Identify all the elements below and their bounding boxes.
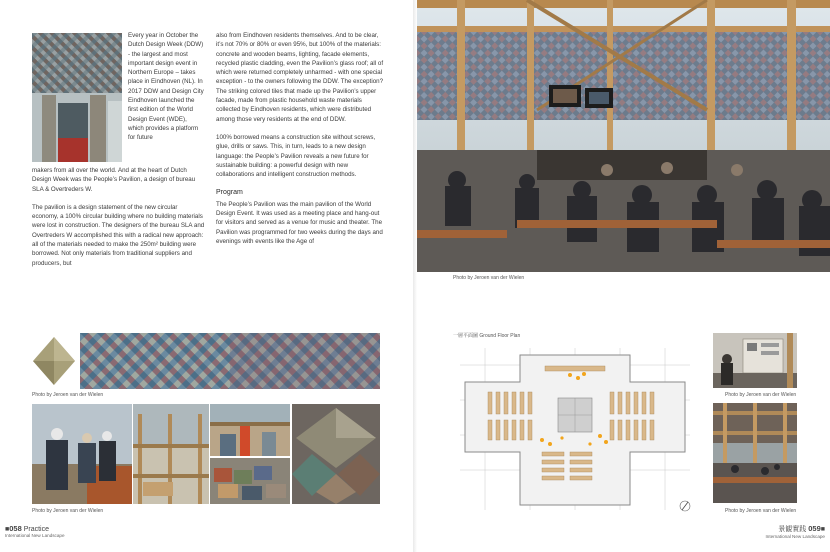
pavilion-interior-photo: [417, 0, 830, 272]
ground-floor-plan: [450, 340, 700, 515]
section-name-right: 景観實践: [778, 526, 807, 533]
materials-paragraph: also from Eindhoven residents themselves. And to be clear, it’s not 70% or 80% or even 95%, but 100% of the materials: concrete and wooden beams, lighting, facade elements, recycled plastic cladding, even the Pavilion’s glass roof; all of which were returned completely unharmed - with one special exception - to the owners following the DDW. The exception? The striking colored tiles that made up the Pavilion’s upper facade, made from plastic household waste materials collected by Eindhoven residents, which were distributed among those very residents at the end of DDW.: [216, 32, 384, 123]
intro-text-column: [128, 31, 204, 161]
page-number-left-marker: ■: [5, 526, 10, 533]
footer-right: [765, 524, 825, 539]
intro-text-continued: [32, 166, 205, 277]
right-top-caption: Photo by Jeroen van der Wielen: [725, 392, 797, 398]
magazine-name-right: International New Landscape: [765, 534, 825, 539]
program-heading: Program: [216, 189, 243, 197]
intro-paragraph-bottom: makers from all over the world. And at the heart of Dutch Design Week was the People’s Pavilion, a design of bureau SLA & Overtreders W.: [32, 167, 196, 193]
workers-photo: [210, 404, 290, 456]
borrowed-paragraph: 100% borrowed means a construction site without screws, glue, drills or saws. This, in turn, leads to a new design language: the People’s Pavilion reveals a new future for sustainable building: a powerful design with new collaborations and intelligent construction methods.: [216, 133, 376, 179]
intro-paragraph-top: Every year in October the Dutch Design Week (DDW) - the largest and most important design event in Northern Europe – takes place in Eindhoven (NL). In 2017 DDW and Design City Eindhoven launched the first edition of the World Design Event (WDE), which provides a platform for future: [128, 32, 204, 142]
magazine-name-left: International New Landscape: [5, 533, 65, 538]
team-photo: [32, 404, 132, 504]
page-number-right-marker: ■: [820, 526, 825, 533]
page-number-left: 058: [9, 524, 22, 533]
tiles-caption: Photo by Jeroen van der Wielen: [32, 392, 104, 398]
right-bottom-caption: Photo by Jeroen van der Wielen: [725, 508, 797, 514]
pavilion-facade-photo: [32, 33, 122, 162]
floor-plan-title: 一層平面圖 Ground Floor Plan: [453, 333, 521, 339]
pavilion-hall-photo: [713, 403, 797, 503]
colored-tiles-photo: [292, 404, 380, 504]
tiles-stack-photo: [210, 458, 290, 504]
page-number-right: 059: [808, 524, 821, 533]
section-name-left: Practice: [23, 526, 49, 533]
footer-left: [5, 524, 65, 538]
scaffold-photo: [133, 404, 209, 504]
tile-wall-photo: [80, 333, 380, 389]
construction-caption: Photo by Jeroen van der Wielen: [32, 508, 104, 514]
pavilion-statement-paragraph: The pavilion is a design statement of the new circular economy, a 100% circular building where no building materials were lost in construction. The designers of the bureau SLA and Overtreders W accomplished this with a radical new approach: all of the materials needed to make the 250m² building were borrowed. Not only materials from traditional suppliers and producers, but: [32, 203, 205, 267]
tile-closeup-photo: [32, 333, 77, 389]
hall-caption: Photo by Jeroen van der Wielen: [453, 275, 525, 281]
exhibition-wall-photo: [713, 333, 797, 388]
text-column-2: [216, 31, 386, 255]
program-paragraph: The People’s Pavilion was the main pavilion of the World Design Event. It was used as a meeting place and hang-out for visitors and served as a venue for music and theater. The Pavilion was programmed for two weeks during the days and evenings with events like the Age of: [216, 200, 383, 245]
